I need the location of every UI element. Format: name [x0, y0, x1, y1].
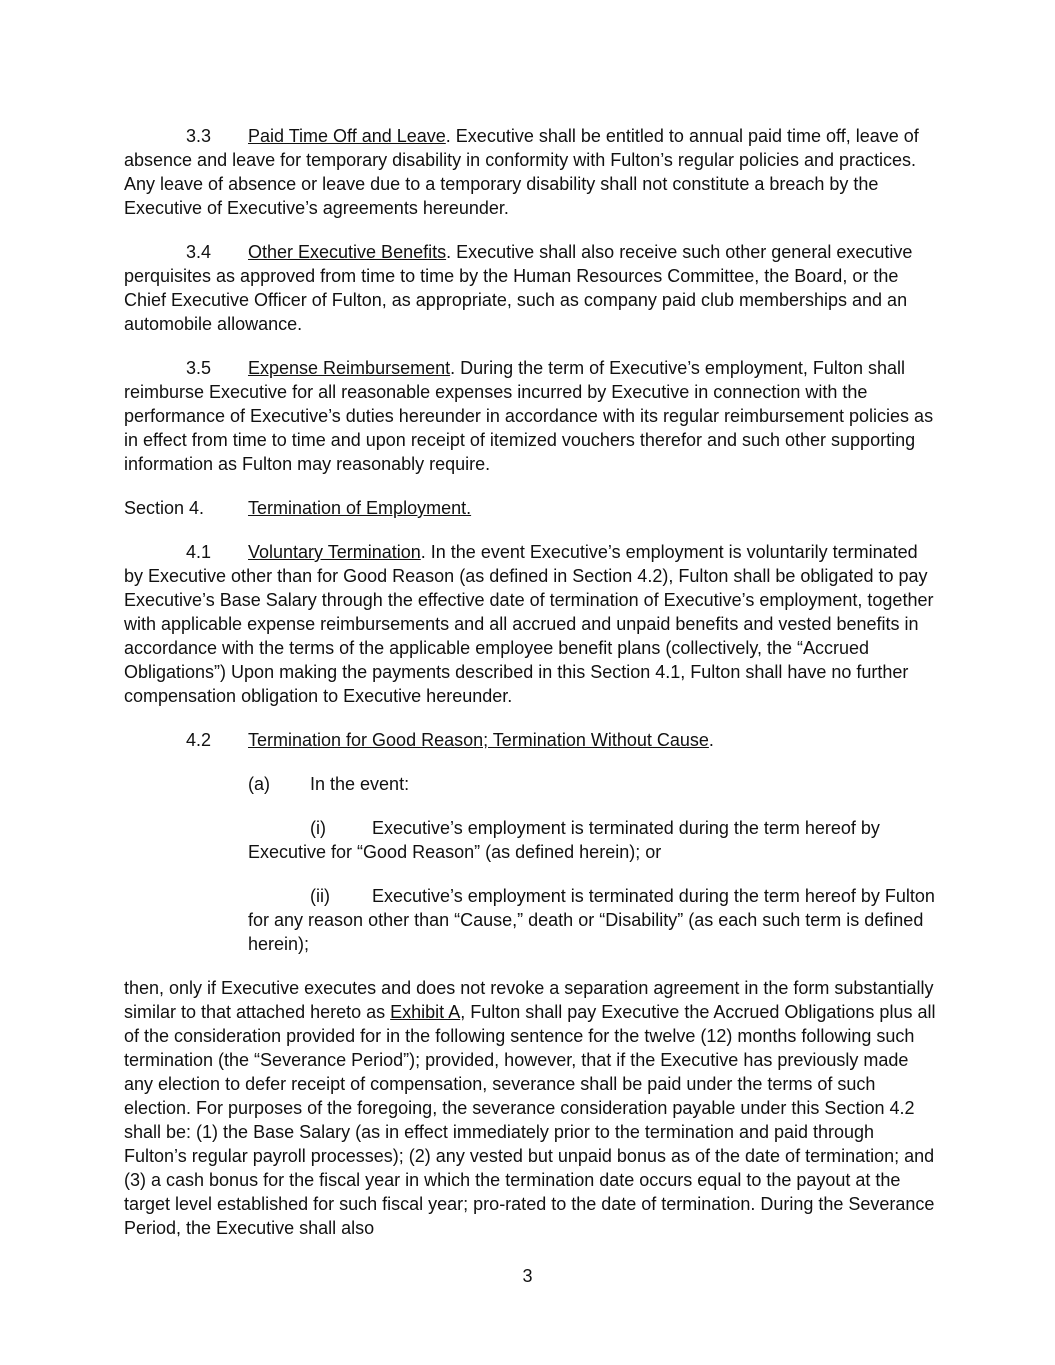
section-3-5 — [124, 356, 936, 476]
section-number: 4.2 — [186, 730, 212, 750]
section-title-period: . — [708, 730, 714, 750]
section-title: Expense Reimbursement — [248, 358, 451, 378]
section-number: 3.4 — [186, 242, 212, 262]
severance-paragraph — [124, 976, 936, 1240]
section-heading-title: Termination of Employment. — [248, 498, 472, 518]
section-body: . In the event Executive’s employment is voluntarily terminated by Executive other than for Good Reason (as defined in Section 4.2), Fulton shall be obligated to pay Executive’s Base Salary through the effective date of termination of Executive’s employment, together with applicable expense reimbursements and all accrued and unpaid benefits and vested benefits in accordance with the terms of the applicable employee benefit plans (collectively, the “Accrued Obligations”) Upon making the payments described in this Section 4.1, Fulton shall have no further compensation obligation to Executive hereunder. — [124, 542, 934, 706]
section-title: Termination for Good Reason; Termination Without Cause — [248, 730, 709, 750]
section-label: Section 4. — [124, 498, 205, 518]
subsection-tag: (ii) — [310, 886, 330, 906]
severance-text-start: then, only if Executive executes and does not revoke a separation agreement in the form substantially similar to that attached hereto as — [124, 978, 934, 1022]
section-3-3 — [124, 124, 936, 220]
section-number: 3.3 — [186, 126, 212, 146]
section-4-1 — [124, 540, 936, 708]
section-3-4 — [124, 240, 936, 336]
section-body: . Executive shall also receive such other general executive perquisites as approved from time to time by the Human Resources Committee, the Board, or the Chief Executive Officer of Fulton, as appropriate, such as company paid club memberships and an automobile allowance. — [124, 242, 913, 334]
section-number: 4.1 — [186, 542, 212, 562]
section-body: . During the term of Executive’s employment, Fulton shall reimburse Executive for all reasonable expenses incurred by Executive in connection with the performance of Executive’s duties hereunder in accordance with its regular reimbursement policies as in effect from time to time and upon receipt of itemized vouchers therefor and such other supporting information as Fulton may reasonably require. — [124, 358, 934, 474]
severance-text-rest: , Fulton shall pay Executive the Accrued Obligations plus all of the consideration provided for in the following sentence for the twelve (12) months following such termination (the “Severance Period”); provided, however, that if the Executive has previously made any election to defer receipt of compensation, severance shall be paid under the terms of such election. For purposes of the foregoing, the severance consideration payable under this Section 4.2 shall be: (1) the Base Salary (as in effect immediately prior to the termination and paid through Fulton’s regular payroll processes); (2) any vested but unpaid bonus as of the date of termination; and (3) a cash bonus for the fiscal year in which the termination date occurs equal to the payout at the target level established for such fiscal year; pro-rated to the date of termination. During the Severance Period, the Executive shall also — [124, 1002, 936, 1238]
subsection-i — [124, 816, 936, 864]
section-body: . Executive shall be entitled to annual paid time off, leave of absence and leave for temporary disability in conformity with Fulton’s regular policies and practices. Any leave of absence or leave due to a temporary disability shall not constitute a breach by the Executive of Executive’s agreements hereunder. — [124, 126, 919, 218]
subsection-tag: (i) — [310, 818, 326, 838]
page-number: 3 — [522, 1266, 533, 1286]
subsection-text: Executive’s employment is terminated during the term hereof by Executive for “Good Reason” (as defined herein); or — [248, 818, 880, 862]
section-title: Other Executive Benefits — [248, 242, 447, 262]
subsection-ii — [124, 884, 936, 956]
section-4-heading — [124, 496, 936, 520]
section-number: 3.5 — [186, 358, 212, 378]
subsection-tag: (a) — [248, 774, 270, 794]
subsection-text: Executive’s employment is terminated during the term hereof by Fulton for any reason other than “Cause,” death or “Disability” (as each such term is defined herein); — [248, 886, 935, 954]
section-title: Voluntary Termination — [248, 542, 421, 562]
document-page — [124, 124, 936, 1260]
subsection-a — [124, 772, 936, 796]
subsection-text: In the event: — [310, 774, 410, 794]
section-4-2 — [124, 728, 936, 752]
section-title: Paid Time Off and Leave — [248, 126, 446, 146]
exhibit-reference: Exhibit A — [390, 1002, 461, 1022]
